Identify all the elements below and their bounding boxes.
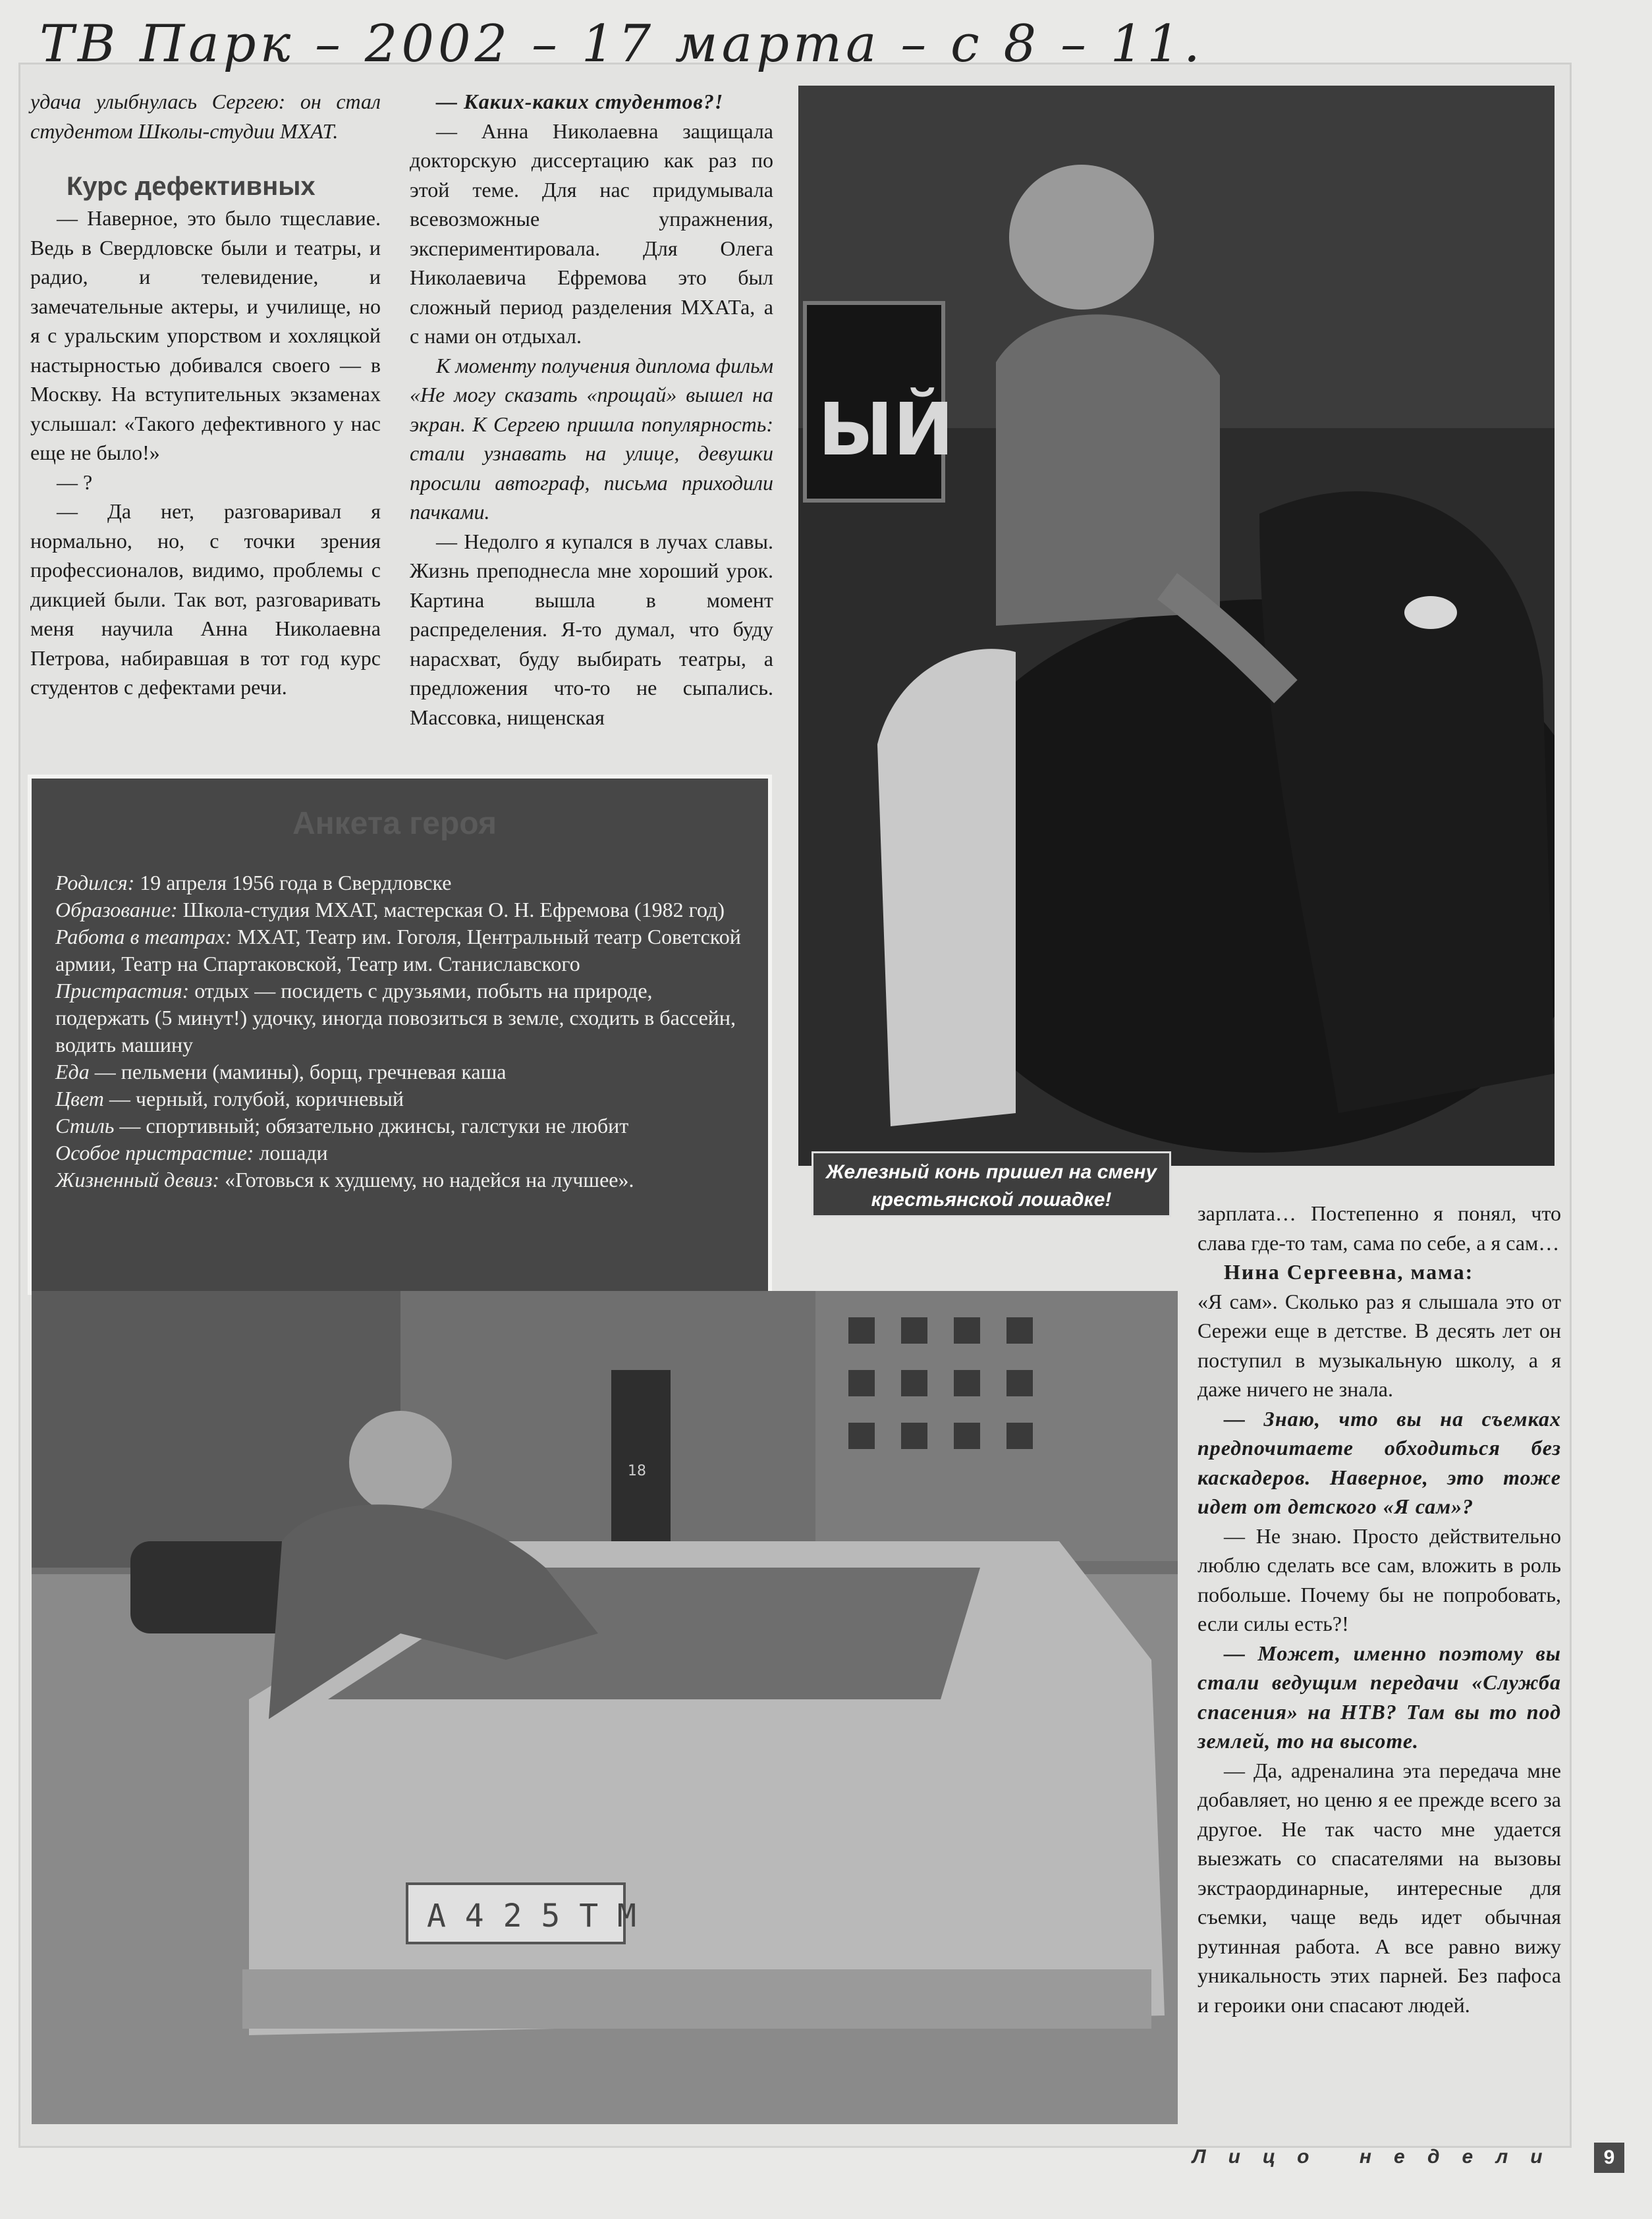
sign-text: ЫЙ xyxy=(818,387,954,472)
anketa-body xyxy=(55,869,744,1193)
paragraph: — Наверное, это было тщеславие. Ведь в Свердловске были и театры, и радио, и телевидение, и замечательные актеры, и училище, но я с уральским упорством и хохляцкой настырностью добивался своего — в Москву. На вступительных экзаменах услышал: «Такого дефективного у нас еще не было!» xyxy=(30,206,381,464)
anketa-row: Жизненный девиз: «Готовься к худшему, но надейся на лучшее». xyxy=(55,1168,634,1192)
mom-label: Нина Сергеевна, мама: xyxy=(1224,1260,1474,1284)
horse-photo-illustration xyxy=(798,86,1555,1166)
anketa-row: Особое пристрастие: лошади xyxy=(55,1141,328,1164)
anketa-title: Анкета героя xyxy=(292,806,497,841)
page-number: 9 xyxy=(1594,2143,1624,2173)
paragraph: «Я сам». Сколько раз я слышала это от Сережи еще в детстве. В десять лет он поступил в музыкальную школу, а я даже ничего не знала. xyxy=(1198,1289,1561,1401)
anketa-row: Еда — пельмени (мамины), борщ, гречневая каша xyxy=(55,1060,507,1083)
paragraph: зарплата… Постепенно я понял, что слава где-то там, сама по себе, а я сам… xyxy=(1198,1201,1561,1255)
building-number: 18 xyxy=(628,1463,646,1479)
paragraph-italic: К моменту получения диплома фильм «Не могу сказать «прощай» вышел на экран. К Сергею пришла популярность: стали узнавать на улице, девушки просили автограф, письма приходили пачками. xyxy=(410,353,774,524)
article-column-1 xyxy=(30,87,381,702)
paragraph: — Да, адреналина эта передача мне добавляет, но ценю я ее прежде всего за другое. Не так часто мне удается выезжать со спасателями на вызовы экстраординарные, интересные для съемки, чаще ведь идет обычная рутинная работа. А все равно вижу уникальность этих парней. Без пафоса и героики они спасают людей. xyxy=(1198,1758,1561,2017)
article-column-3 xyxy=(1198,1199,1561,2019)
paragraph: — Да нет, разговаривал я нормально, но, с точки зрения профессионалов, видимо, проблемы с дикцией были. Так вот, разговаривать меня научила Анна Николаевна Петрова, набиравшая в тот год курс студентов с дефектами речи. xyxy=(30,499,381,699)
question: — Знаю, что вы на съемках предпочитаете обходиться без каскадеров. Наверное, это тоже идет от детского «Я сам»? xyxy=(1198,1406,1561,1518)
anketa-row: Стиль — спортивный; обязательно джинсы, галстуки не любит xyxy=(55,1114,629,1137)
paragraph: — ? xyxy=(57,470,93,494)
horse-photo-caption: Железный конь пришел на смену крестьянской лошадке! xyxy=(812,1151,1171,1217)
handwritten-note: ТВ Парк – 2002 – 17 марта – с 8 – 11. xyxy=(40,14,1204,74)
intro-text: удача улыбнулась Сергею: он стал студентом Школы-студии МХАТ. xyxy=(30,90,381,143)
paragraph: — Не знаю. Просто действительно люблю сделать все сам, вложить в роль побольше. Почему бы не попробовать, если силы есть?! xyxy=(1198,1523,1561,1635)
horse-photo xyxy=(798,86,1555,1166)
license-plate: А 4 2 5 Т М xyxy=(427,1898,636,1934)
paragraph: — Недолго я купался в лучах славы. Жизнь преподнесла мне хороший урок. Картина вышла в момент распределения. Я-то думал, что буду нарасхват, буду выбирать театры, а предложения что-то не сыпались. Массовка, нищенская xyxy=(410,529,773,729)
question: — Может, именно поэтому вы стали ведущим передачи «Служба спасения» на НТВ? Там вы то под землей, то на высоте. xyxy=(1198,1641,1561,1753)
section-footer: Лицо недели xyxy=(1192,2146,1565,2168)
question: — Каких-каких студентов?! xyxy=(436,90,724,113)
car-photo-illustration xyxy=(32,1291,1178,2124)
article-column-2 xyxy=(410,87,773,732)
anketa-row: Пристрастия: отдых — посидеть с друзьями, побыть на природе, подержать (5 минут!) удочку, иногда повозиться в земле, сходить в бассейн, водить машину xyxy=(55,979,736,1056)
anketa-box xyxy=(28,775,772,1295)
car-photo xyxy=(32,1291,1178,2124)
section-subhead: Курс дефективных xyxy=(67,172,316,201)
paragraph: — Анна Николаевна защищала докторскую диссертацию как раз по этой теме. Для нас придумывала всевозможные упражнения, экспериментировала. Для Олега Николаевича Ефремова это был сложный период разделения МХАТа, а с нами он отдыхал. xyxy=(410,119,773,348)
anketa-row: Родился: 19 апреля 1956 года в Свердловске xyxy=(55,871,452,894)
anketa-row: Цвет — черный, голубой, коричневый xyxy=(55,1087,404,1110)
anketa-row: Образование: Школа-студия МХАТ, мастерская О. Н. Ефремова (1982 год) xyxy=(55,898,725,921)
anketa-row: Работа в театрах: МХАТ, Театр им. Гоголя, Центральный театр Советской армии, Театр на Спартаковской, Театр им. Станиславского xyxy=(55,925,741,975)
